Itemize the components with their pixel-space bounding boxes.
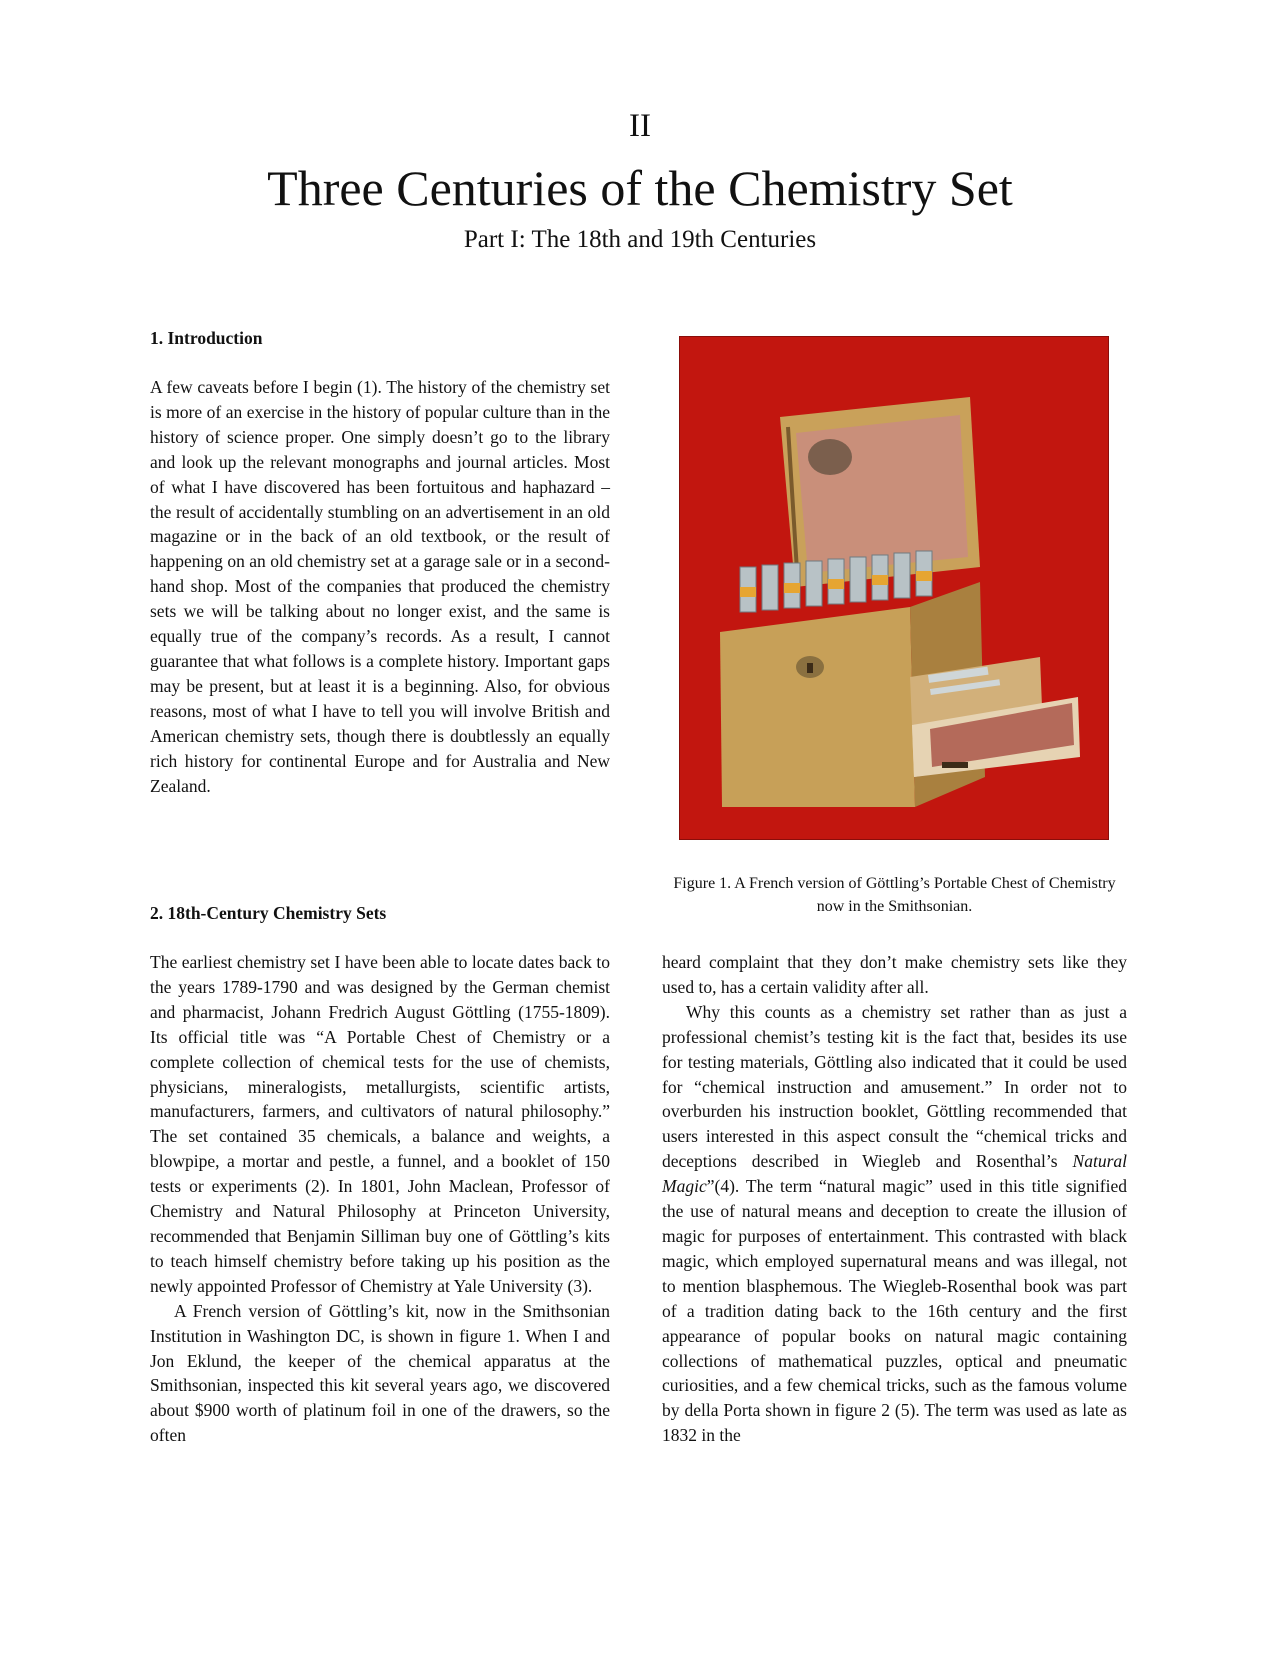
natural-magic-text-a: Why this counts as a chemistry set rather than as just a professional chemist’s testing kit is the fact that, besides its use for testing materials, Göttling also indicated that it could be used for “chemical instruction and amusement.” In order not to overburden his instruction booklet, Göttling recommended that users interested in this aspect consult the “chemical tricks and deceptions described in Wiegleb and Rosenthal’s bbox=[662, 1001, 1127, 1172]
left-column-body bbox=[150, 950, 610, 1448]
page-title: Three Centuries of the Chemistry Set bbox=[267, 160, 1013, 216]
natural-magic-text-b: ”(4). The term “natural magic” used in this title signified the use of natural means and deception to create the illusion of magic for purposes of entertainment. This contrasted with black magic, which employed supernatural means and was illegal, not to mention blasphemous. The Wiegleb-Rosenthal book was part of a tradition dating back to the 16th century and the first appearance of popular books on natural magic containing collections of mathematical puzzles, optical and pneumatic curiosities, and a few chemical tricks, such as the famous volume by della Porta shown in figure 2 (5). The term was used as late as 1832 in the bbox=[662, 1176, 1127, 1446]
paragraph-continuation: heard complaint that they don’t make chemistry sets like they used to, has a certain validity after all. bbox=[662, 952, 1127, 997]
page-subtitle: Part I: The 18th and 19th Centuries bbox=[463, 226, 817, 253]
introduction-body bbox=[150, 375, 610, 798]
paragraph-natural-magic bbox=[662, 1000, 1127, 1448]
chapter-number: II bbox=[629, 108, 651, 144]
section-heading-introduction: 1. Introduction bbox=[150, 328, 263, 348]
natural-magic-title: Natural Magic bbox=[662, 1151, 1127, 1197]
figure-chemistry-chest-photo bbox=[679, 336, 1109, 840]
paragraph-earliest-set: The earliest chemistry set I have been able to locate dates back to the years 1789-1790 and was designed by the German chemist and pharmacist, Johann Fredrich August Göttling (1755-1809). Its official title was “A Portable Chest of Chemistry or a complete collection of chemical tests for the use of chemists, physicians, mineralogists, metallurgists, scientific artists, manufacturers, farmers, and cultivators of natural philosophy.” The set contained 35 chemicals, a balance and weights, a blowpipe, a mortar and pestle, a funnel, and a booklet of 150 tests or experiments (2). In 1801, John Maclean, Professor of Chemistry and Natural Philosophy at Princeton University, recommended that Benjamin Silliman buy one of Göttling’s kits to teach himself chemistry before taking up his position as the newly appointed Professor of Chemistry at Yale University (3). bbox=[150, 952, 610, 1296]
section-heading-18th-century: 2. 18th-Century Chemistry Sets bbox=[150, 903, 387, 923]
paragraph-french-version: A French version of Göttling’s kit, now in the Smithsonian Institution in Washington DC, is shown in figure 1. When I and Jon Eklund, the keeper of the chemical apparatus at the Smithsonian, inspected this kit several years ago, we discovered about $900 worth of platinum foil in one of the drawers, so the often bbox=[150, 1300, 610, 1446]
right-column-body bbox=[662, 950, 1127, 1448]
introduction-paragraph: A few caveats before I begin (1). The history of the chemistry set is more of an exercise in the history of popular culture than in the history of science proper. One simply doesn’t go to the library and look up the relevant monographs and journal articles. Most of what I have discovered has been fortuitous and haphazard – the result of accidentally stumbling on an advertisement in an old magazine or in the back of an old textbook, or the result of happening on an old chemistry set at a garage sale or in a second-hand shop. Most of the companies that produced the chemistry sets we will be talking about no longer exist, and the same is equally true of the company’s records. As a result, I cannot guarantee that what follows is a complete history. Important gaps may be present, but at least it is a beginning. Also, for obvious reasons, most of what I have to tell you will involve British and American chemistry sets, though there is doubtlessly an equally rich history for continental Europe and for Australia and New Zealand. bbox=[150, 377, 610, 796]
chemistry-chest-illustration bbox=[680, 337, 1108, 839]
figure-caption: Figure 1. A French version of Göttling’s Portable Chest of Chemistry now in the Smithsonian. bbox=[673, 875, 1116, 915]
